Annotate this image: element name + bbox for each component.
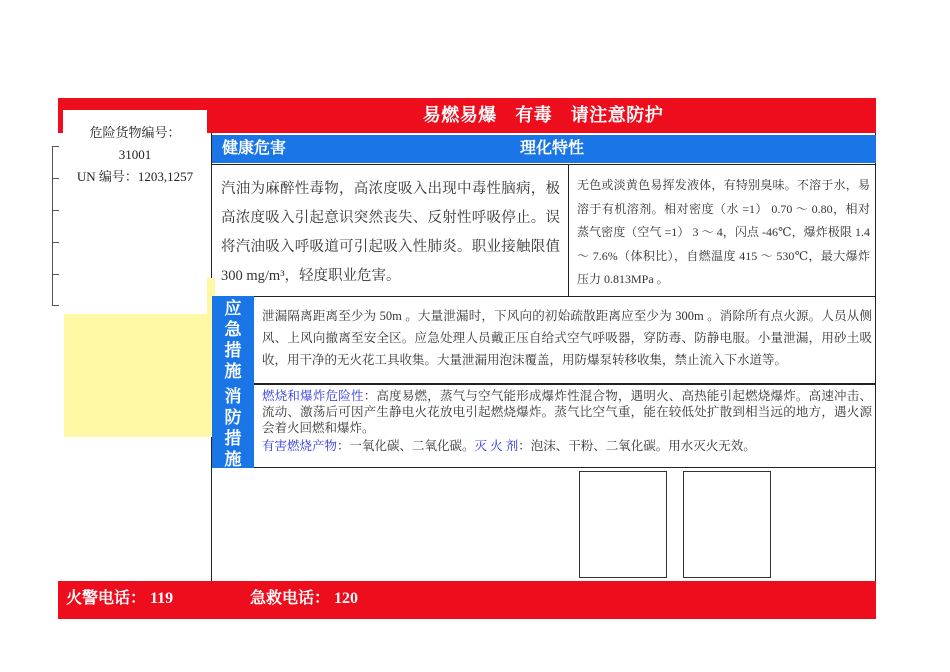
physical-properties-heading: 理化特性 <box>520 140 585 157</box>
fire-hazard-text: ：高度易燃，蒸气与空气能形成爆炸性混合物，遇明火、高热能引起燃烧爆炸。高速冲击、流动、激荡后可因产生静电火花放电引起燃烧爆炸。蒸气比空气重，能在较低处扩散到相当远的地方，遇火源会着火回燃和爆炸。 <box>262 389 872 435</box>
side-tab-divider <box>52 178 59 179</box>
health-hazard-heading: 健康危害 <box>222 140 287 157</box>
combustion-products-text: ：一氧化碳、二氧化碳。 <box>337 439 475 453</box>
emergency-text: 泄漏隔离距离至少为 50m 。大量泄漏时，下风向的初始疏散距离应至少为 300m 。消除所有点火源。人员从侧风、上风向撤离至安全区。应急处理人员戴正压自给式空气呼吸器，穿防毒、防静电服。小量泄漏，用砂土吸收，用干净的无火花工具收集。大量泄漏用泡沫覆盖，用防爆泵转移收集，禁止流入下水道等。 <box>262 309 872 367</box>
combustion-products-label: 有害燃烧产物 <box>262 439 338 453</box>
extinguishing-agent-text: ：泡沫、干粉、二氧化碳。用水灭火无效。 <box>518 439 756 453</box>
fire-phone: 火警电话： 119 <box>66 590 174 607</box>
fire-label: 消 防 措 施 <box>212 384 254 468</box>
hazard-pictogram-frame <box>579 471 667 578</box>
dangerous-goods-label: 危险货物编号： <box>89 125 181 140</box>
emergency-label: 应 急 措 施 <box>212 296 254 384</box>
un-number: UN 编号：1203,1257 <box>76 169 194 184</box>
side-tabs <box>52 146 59 306</box>
highlight-block <box>64 314 212 437</box>
hazard-pictogram-frame <box>683 471 771 578</box>
health-hazard-text: 汽油为麻醉性毒物，高浓度吸入出现中毒性脑病，极高浓度吸入引起意识突然丧失、反射性呼吸停止。误将汽油吸入呼吸道可引起吸入性肺炎。职业接触限值 300 mg/m³，轻度职业危害。 <box>212 164 568 296</box>
warning-banner-text: 易燃易爆 有毒 请注意防护 <box>422 105 664 125</box>
side-tab-divider <box>52 274 59 275</box>
identification-box <box>63 110 207 194</box>
side-tab-divider <box>52 242 59 243</box>
ambulance-phone: 急救电话： 120 <box>250 590 359 607</box>
dangerous-goods-number: 31001 <box>118 147 152 162</box>
side-tab-divider <box>52 210 59 211</box>
extinguishing-agent-label: 灭 火 剂 <box>474 439 519 453</box>
fire-hazard-label: 燃烧和爆炸危险性 <box>262 389 364 403</box>
emergency-phone-bar <box>58 581 876 619</box>
physical-properties-text: 无色或淡黄色易挥发液体，有特别臭味。不溶于水，易溶于有机溶剂。相对密度（水 =1） 0.70 ～ 0.80，相对蒸气密度（空气 =1） 3 ～ 4，闪点 -46℃，爆炸极限 1.4 ～ 7.6%（体积比），自燃温度 415 ～ 530℃，最大爆炸压力 0.813MPa 。 <box>568 164 876 296</box>
fire-text <box>262 388 872 454</box>
